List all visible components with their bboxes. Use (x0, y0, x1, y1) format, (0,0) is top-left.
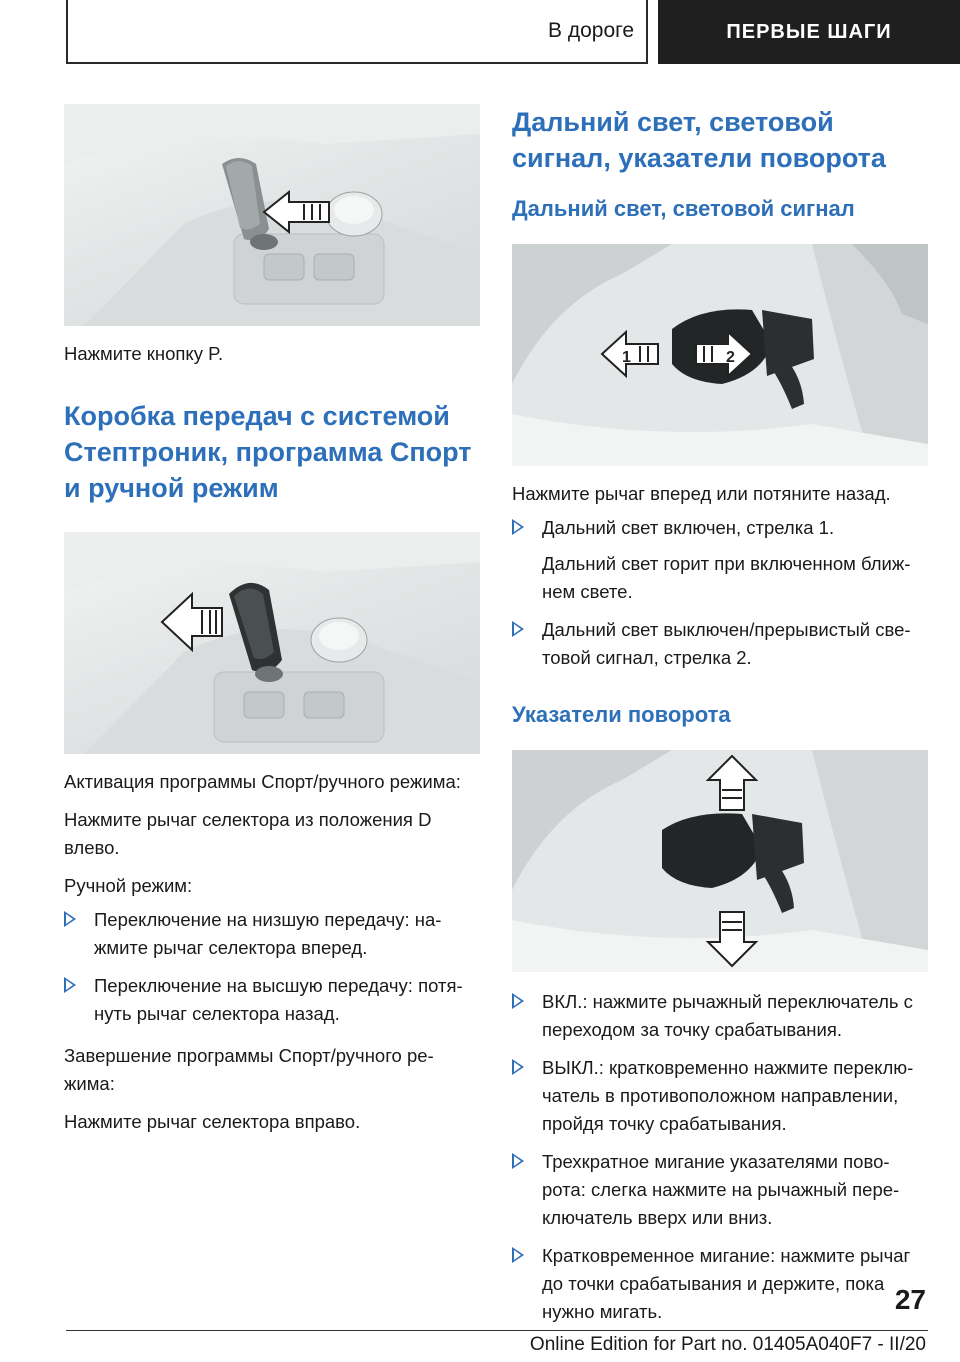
page-number: 27 (894, 1284, 926, 1315)
bullet-triangle-icon (64, 911, 76, 927)
bullet-triangle-icon (512, 519, 524, 535)
bullet-triangle-icon (512, 1059, 524, 1075)
sport-end-text: Завершение программы Спорт/ручного ре-жима: (64, 1045, 434, 1094)
high-beam-list (512, 514, 928, 672)
turn-signal-lever-image (512, 750, 928, 972)
bullet-triangle-icon (64, 977, 76, 993)
section-tab (66, 0, 648, 64)
gearbox-heading: Коробка передач с системой Стептроник, программа Спорт и ручной режим (64, 401, 472, 503)
edition-note: Online Edition for Part no. 01405A040F7 - II/20 (529, 1334, 926, 1355)
bullet-triangle-icon (512, 1153, 524, 1169)
list-item: ВЫКЛ.: кратковременно нажмите переклю-чатель в противоположном направлении, пройдя точку срабатывания. (512, 1054, 928, 1138)
footer-divider (66, 1330, 928, 1331)
caption-p-button: Нажмите кнопку P. (64, 343, 224, 364)
lights-heading: Дальний свет, световой сигнал, указатели поворота (512, 107, 886, 173)
gear-selector-left-image (64, 532, 480, 754)
high-beam-subheading: Дальний свет, световой сигнал (512, 196, 855, 221)
bullet-triangle-icon (512, 621, 524, 637)
chapter-title: ПЕРВЫЕ ШАГИ (726, 20, 892, 43)
arrow-1-label: 1 (622, 349, 631, 366)
turn-signal-list (512, 988, 928, 1326)
sport-end-instruction: Нажмите рычаг селектора вправо. (64, 1111, 361, 1132)
list-item: Трехкратное мигание указателями пово-рота: слегка нажмите на рычажный пере-ключатель вверх или вниз. (512, 1148, 928, 1232)
turn-signals-subheading: Указатели поворота (512, 702, 731, 727)
list-item: Дальний свет выключен/прерывистый све-товой сигнал, стрелка 2. (512, 616, 928, 672)
high-beam-lever-image (512, 244, 928, 466)
high-beam-caption: Нажмите рычаг вперед или потяните назад. (512, 483, 891, 504)
sport-activation-text: Активация программы Спорт/ручного режима: (64, 771, 461, 792)
bullet-triangle-icon (512, 993, 524, 1009)
list-item: Дальний свет включен, стрелка 1. Дальний свет горит при включенном ближ-нем свете. (512, 514, 928, 606)
manual-mode-label: Ручной режим: (64, 875, 193, 896)
list-item: Кратковременное мигание: нажмите рычаг до точки срабатывания и держите, пока нужно мигать. (512, 1242, 928, 1326)
list-item: Переключение на низшую передачу: на-жмите рычаг селектора вперед. (64, 906, 480, 962)
section-title: В дороге (547, 19, 634, 42)
list-item: Переключение на высшую передачу: потя-нуть рычаг селектора назад. (64, 972, 480, 1028)
sport-activation-instruction: Нажмите рычаг селектора из положения D влево. (64, 809, 432, 858)
list-item: ВКЛ.: нажмите рычажный переключатель с переходом за точку срабатывания. (512, 988, 928, 1044)
arrow-2-label: 2 (726, 349, 735, 366)
bullet-triangle-icon (512, 1247, 524, 1263)
right-column (512, 104, 928, 1336)
left-column (64, 104, 480, 1136)
manual-mode-list (64, 906, 480, 1028)
chapter-tab (658, 0, 960, 64)
list-item-note: Дальний свет горит при включенном ближ-нем свете. (542, 553, 911, 602)
gear-selector-p-button-image (64, 104, 480, 326)
